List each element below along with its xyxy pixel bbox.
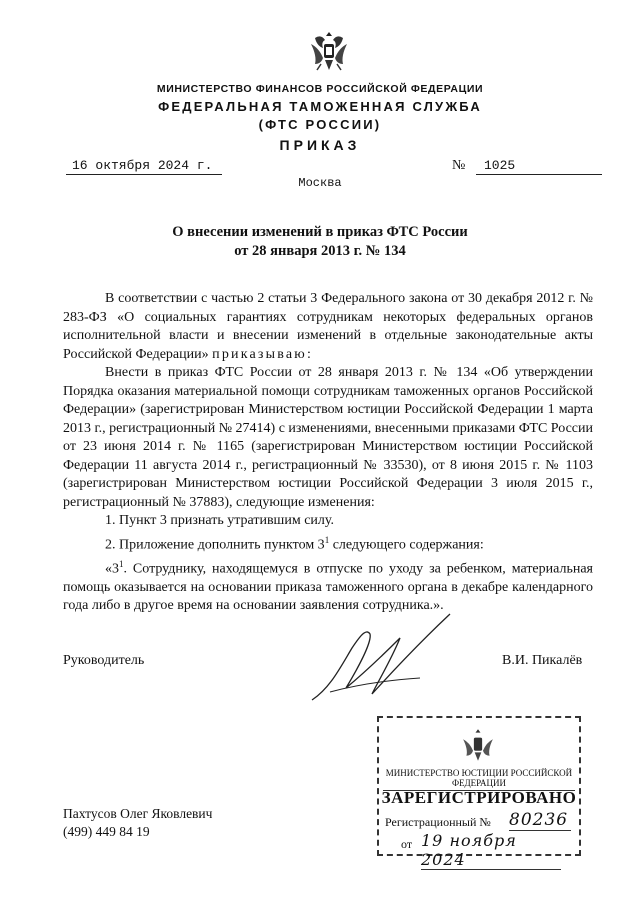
preamble-text: В соответствии с частью 2 статьи 3 Федерального закона от 30 декабря 2012 г. № 283-ФЗ «О социальных гарантиях сотрудникам некоторых федеральных органов исполнительной власти и внесении изменений в отдельные законодательные акты Российской Федерации» — [63, 291, 593, 362]
signer-role: Руководитель — [63, 653, 145, 668]
stamp-status: ЗАРЕГИСТРИРОВАНО — [381, 788, 577, 807]
paragraph-new-point — [63, 555, 593, 616]
new-point-text: . Сотруднику, находящемуся в отпуске по уходу за ребенком, материальная помощь оказывается на основании приказа таможенного органа в декабре календарного года либо в другое время на основании заявления сотрудника.». — [63, 561, 593, 614]
registration-stamp — [377, 716, 581, 869]
executor-name: Пахтусов Олег Яковлевич — [63, 806, 213, 821]
new-point-sup: 1 — [119, 558, 124, 569]
stamp-ministry: МИНИСТЕРСТВО ЮСТИЦИИ РОССИЙСКОЙ ФЕДЕРАЦИИ — [383, 768, 575, 791]
handwritten-signature — [300, 608, 460, 708]
document-title-line2: от 28 января 2013 г. № 134 — [234, 243, 406, 259]
item-2-sup: 1 — [324, 534, 330, 545]
paragraph-item-1: 1. Пункт 3 признать утратившим силу. — [105, 513, 334, 528]
order-date: 16 октября 2024 г. — [66, 158, 222, 175]
document-title — [0, 223, 640, 261]
paragraph-item-2 — [63, 531, 593, 555]
document-title-line1: О внесении изменений в приказ ФТС России — [172, 224, 468, 240]
order-number-label: № — [452, 158, 466, 173]
new-point-open: «3 — [105, 561, 119, 577]
signer-name: В.И. Пикалёв — [502, 653, 583, 668]
stamp-regno-value: 80236 — [509, 810, 571, 831]
stamp-regno-label: Регистрационный № — [385, 815, 491, 829]
preamble-order-word: приказываю: — [212, 346, 314, 362]
service-name-line1: ФЕДЕРАЛЬНАЯ ТАМОЖЕННАЯ СЛУЖБА — [158, 99, 482, 114]
stamp-date-value: 19 ноября 2024 — [421, 831, 561, 870]
state-emblem-icon — [307, 28, 351, 74]
executor-info — [63, 805, 212, 841]
service-name — [0, 98, 640, 134]
document-type: ПРИКАЗ — [279, 137, 361, 153]
stamp-emblem-icon — [459, 726, 497, 764]
ministry-name: МИНИСТЕРСТВО ФИНАНСОВ РОССИЙСКОЙ ФЕДЕРАЦИИ — [156, 83, 484, 95]
executor-phone: (499) 449 84 19 — [63, 824, 150, 839]
item-2-text-after: следующего содержания: — [329, 537, 484, 553]
order-city: Москва — [298, 176, 342, 190]
stamp-date-label: от — [401, 837, 413, 851]
paragraph-main: Внести в приказ ФТС России от 28 января 2013 г. № 134 «Об утверждении Порядка оказания материальной помощи сотрудникам таможенных органов Российской Федерации» (зарегистрирован Министерством юстиции Российской Федерации 1 марта 2013 г., регистрационный № 27414) с изменениями, внесенными приказами ФТС России от 23 июня 2014 г. № 1165 (зарегистрирован Министерством юстиции Российской Федерации 11 августа 2014 г., регистрационный № 33530), от 8 июня 2015 г. № 1103 (зарегистрирован Министерством юстиции Российской Федерации 3 июля 2015 г., регистрационный № 37883), следующие изменения: — [63, 365, 593, 510]
order-number: 1025 — [476, 158, 602, 175]
paragraph-preamble — [63, 290, 593, 364]
service-name-line2: (ФТС РОССИИ) — [258, 117, 382, 132]
item-2-text: 2. Приложение дополнить пунктом 3 — [105, 537, 325, 553]
document-body — [63, 290, 593, 616]
